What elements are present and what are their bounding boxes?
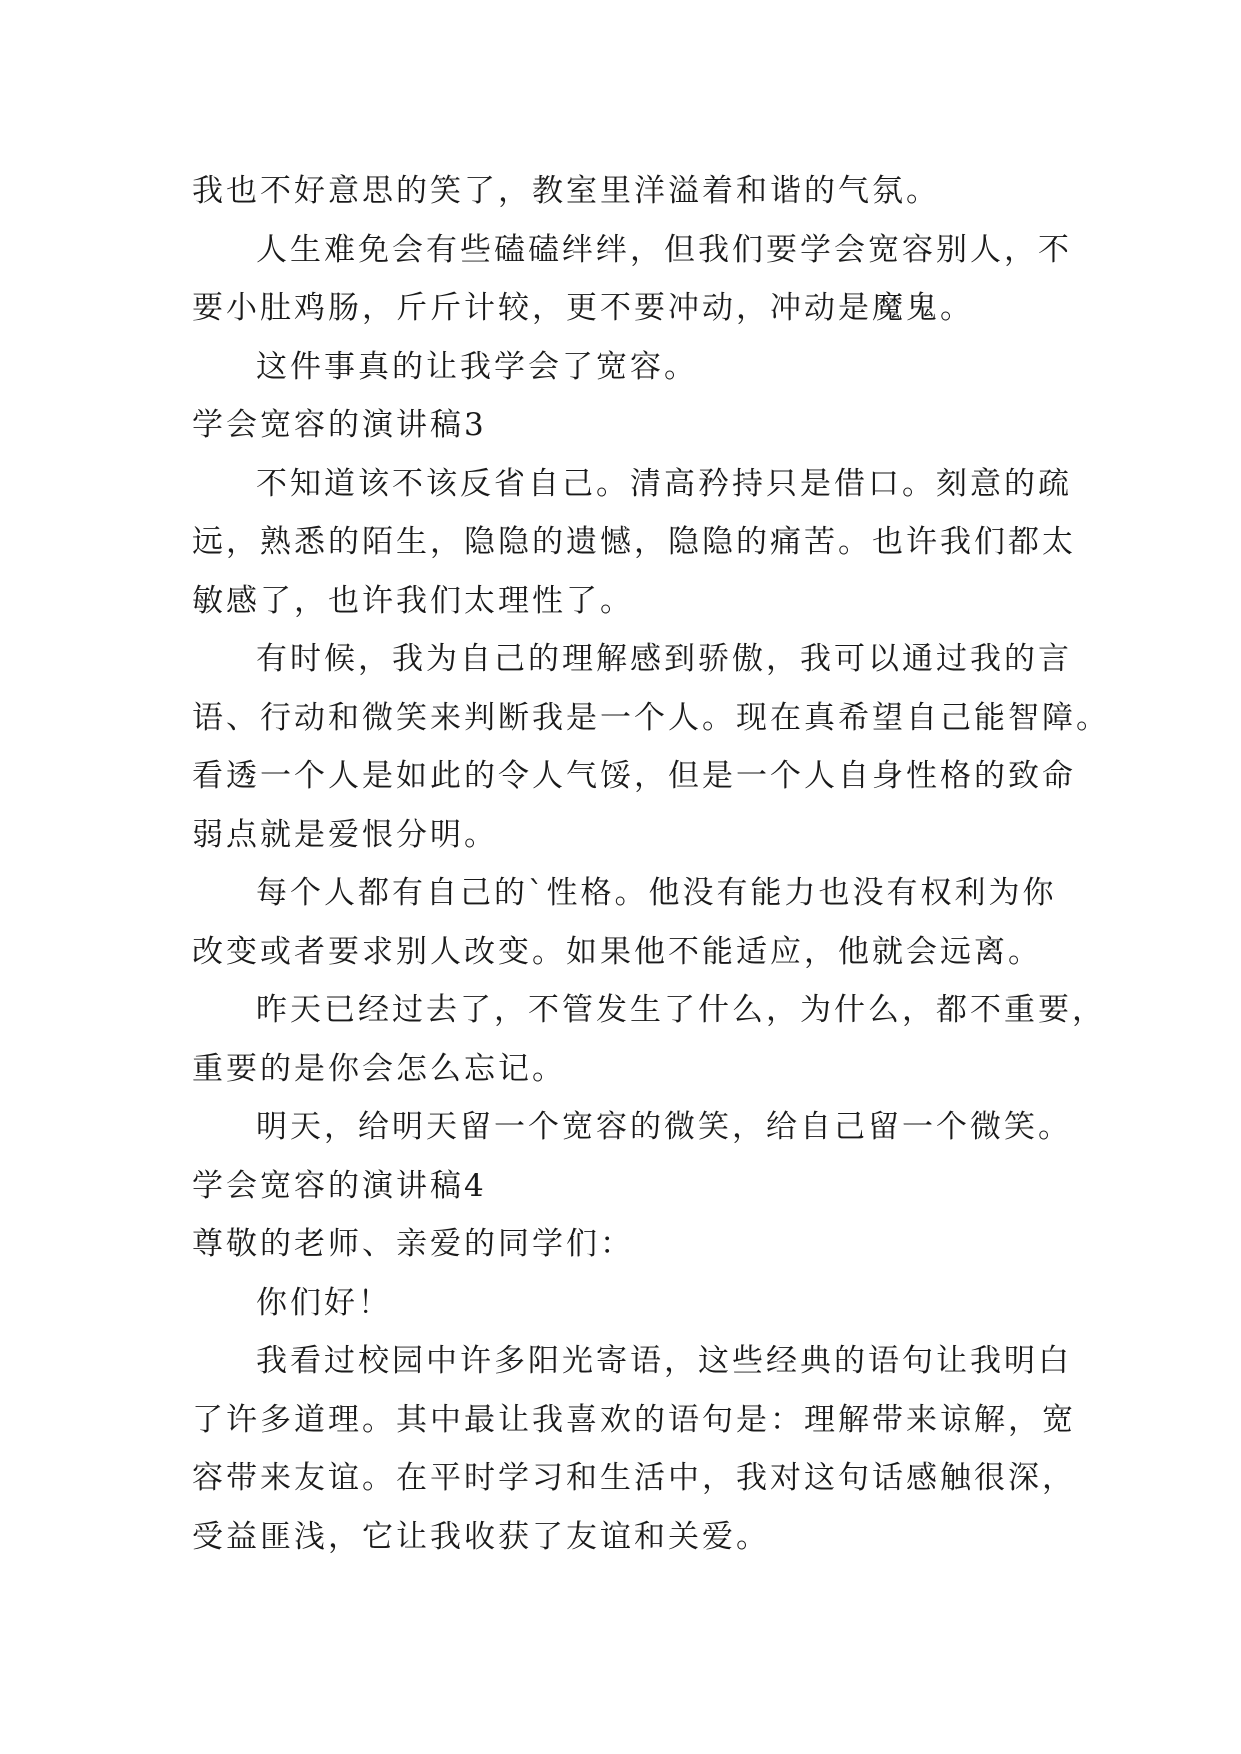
text-line: 容带来友谊。在平时学习和生活中，我对这句话感触很深， [192, 1460, 1076, 1496]
text-line: 不知道该不该反省自己。清高矜持只是借口。刻意的疏 [256, 465, 1072, 502]
text-line: 敏感了，也许我们太理性了。 [192, 582, 634, 619]
text-line: 人生难免会有些磕磕绊绊，但我们要学会宽容别人，不 [256, 231, 1072, 268]
text-line: 明天，给明天留一个宽容的微笑，给自己留一个微笑。 [256, 1109, 1072, 1145]
text-line: 我也不好意思的笑了，教室里洋溢着和谐的气氛。 [192, 173, 940, 209]
text-line: 要小肚鸡肠，斤斤计较，更不要冲动，冲动是魔鬼。 [192, 290, 974, 326]
section-heading: 学会宽容的演讲稿4 [192, 1167, 487, 1204]
text-line: 远，熟悉的陌生，隐隐的遗憾，隐隐的痛苦。也许我们都太 [192, 524, 1076, 560]
text-line: 弱点就是爱恨分明。 [192, 816, 498, 853]
text-line: 重要的是你会怎么忘记。 [192, 1050, 566, 1087]
text-line: 受益匪浅，它让我收获了友谊和关爱。 [192, 1518, 770, 1555]
salutation: 尊敬的老师、亲爱的同学们： [192, 1226, 634, 1262]
text-line: 有时候，我为自己的理解感到骄傲，我可以通过我的言 [256, 641, 1072, 677]
text-line: 改变或者要求别人改变。如果他不能适应，他就会远离。 [192, 933, 1042, 970]
text-line: 了许多道理。其中最让我喜欢的语句是：理解带来谅解，宽 [192, 1401, 1076, 1438]
text-line: 我看过校园中许多阳光寄语，这些经典的语句让我明白 [256, 1343, 1072, 1379]
greeting: 你们好！ [256, 1284, 392, 1321]
text-line: 语、行动和微笑来判断我是一个人。现在真希望自己能智障。 [192, 699, 1110, 736]
text-line: 看透一个人是如此的令人气馁，但是一个人自身性格的致命 [192, 758, 1076, 794]
text-line: 这件事真的让我学会了宽容。 [256, 348, 698, 385]
text-line: 昨天已经过去了，不管发生了什么，为什么，都不重要， [256, 992, 1106, 1028]
text-line: 每个人都有自己的`性格。他没有能力也没有权利为你 [256, 875, 1057, 911]
section-heading: 学会宽容的演讲稿3 [192, 407, 487, 443]
document-body [192, 162, 1110, 1566]
